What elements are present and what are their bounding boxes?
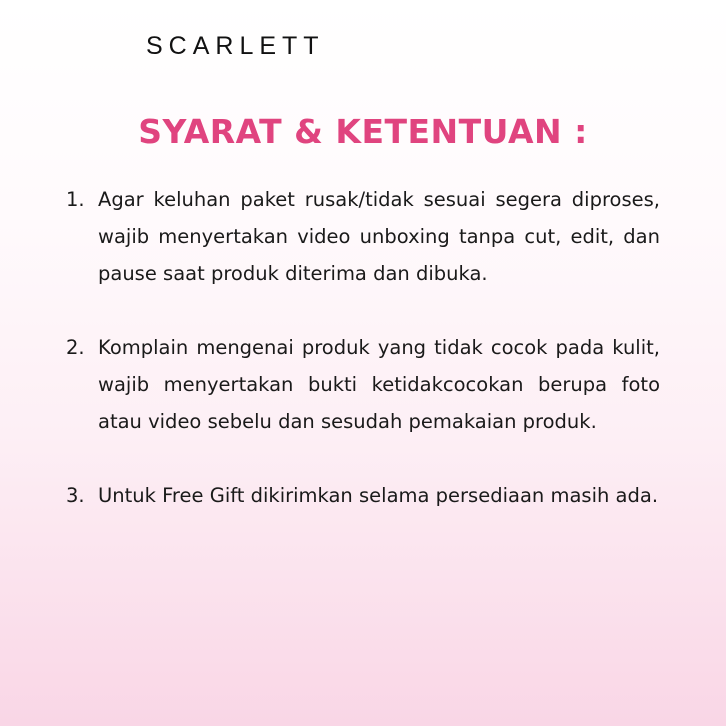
term-number: 3. — [66, 484, 85, 507]
term-number: 2. — [66, 336, 85, 359]
term-item — [66, 329, 660, 440]
page-title: SYARAT & KETENTUAN : — [138, 112, 588, 151]
term-item — [66, 477, 660, 514]
term-text: Komplain mengenai produk yang tidak cocok pada kulit, wajib menyertakan bukti ketidakcocokan berupa foto atau video sebelu dan sesudah pemakaian produk. — [98, 336, 660, 433]
brand-logo: SCARLETT — [146, 32, 325, 60]
term-item — [66, 181, 660, 292]
term-text: Agar keluhan paket rusak/tidak sesuai segera diproses, wajib menyertakan video unboxing tanpa cut, edit, dan pause saat produk diterima dan dibuka. — [98, 188, 660, 285]
term-number: 1. — [66, 188, 85, 211]
terms-list — [66, 181, 660, 514]
term-text: Untuk Free Gift dikirimkan selama persediaan masih ada. — [98, 484, 659, 507]
